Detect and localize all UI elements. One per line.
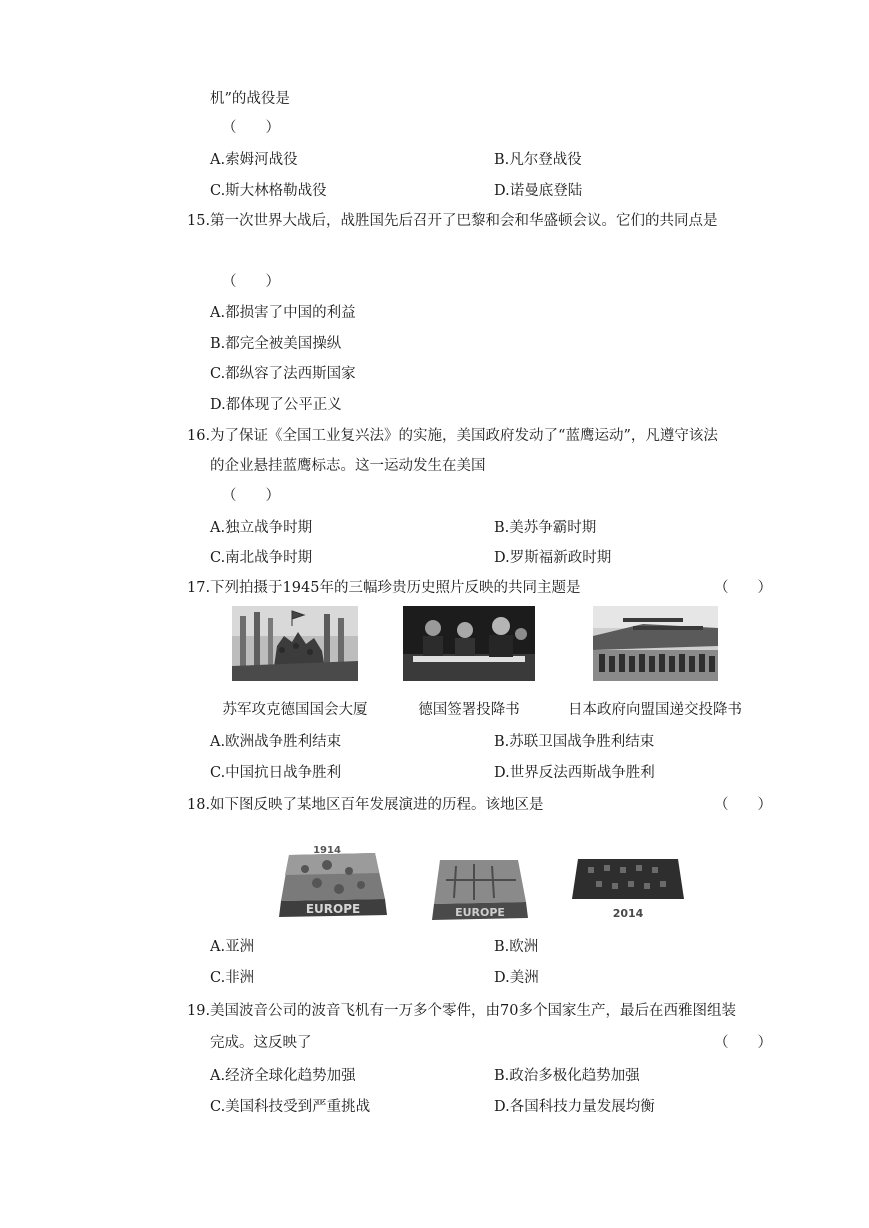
q19-answer-bracket: （ ） [714,1035,772,1051]
q18-option-a: A.亚洲 [210,939,255,955]
q17-stem: 17.下列拍摄于1945年的三幅珍贵历史照片反映的共同主题是 [187,580,581,596]
europe-middle-graphic [428,856,532,922]
photo-japan-surrender [593,606,718,681]
q15-option-b: B.都完全被美国操纵 [210,336,342,352]
q14-option-b: B.凡尔登战役 [494,152,582,168]
q17-option-c: C.中国抗日战争胜利 [210,765,342,781]
q14-stem-tail: 机”的战役是 [210,91,290,107]
q17-option-d: D.世界反法西斯战争胜利 [494,765,655,781]
caption-germany-surrender: 德国签署投降书 [418,702,520,718]
q14-answer-bracket: （ ） [222,120,280,136]
q19-stem-line2: 完成。这反映了 [210,1035,312,1051]
europe-word-2: EUROPE [455,906,505,919]
caption-reichstag: 苏军攻克德国国会大厦 [222,702,368,718]
reichstag-photo-graphic [232,606,358,681]
q18-option-b: B.欧洲 [494,939,539,955]
q19-stem-line1: 19.美国波音公司的波音飞机有一万多个零件，由70多个国家生产，最后在西雅图组装 [187,1003,737,1019]
europe-2014-graphic [568,855,688,921]
q16-option-a: A.独立战争时期 [210,520,313,536]
q17-option-a: A.欧洲战争胜利结束 [210,734,342,750]
q15-option-c: C.都纵容了法西斯国家 [210,366,356,382]
photo-germany-surrender [403,606,535,681]
europe-1914-graphic [275,843,393,921]
year-2014-label: 2014 [612,907,644,920]
europe-map-2014 [568,855,688,921]
surrender-signing-photo-graphic [403,606,535,681]
q15-answer-bracket: （ ） [222,274,280,290]
q17-answer-bracket: （ ） [714,580,772,596]
q14-option-c: C.斯大林格勒战役 [210,183,327,199]
q15-option-a: A.都损害了中国的利益 [210,305,356,321]
caption-japan-surrender: 日本政府向盟国递交投降书 [568,702,742,718]
q19-option-d: D.各国科技力量发展均衡 [494,1099,655,1115]
europe-map-1914 [275,843,393,921]
photo-reichstag [232,606,358,681]
q16-stem-line1: 16.为了保证《全国工业复兴法》的实施，美国政府发动了“蓝鹰运动”，凡遵守该法 [187,428,718,444]
q14-option-a: A.索姆河战役 [210,152,298,168]
q18-option-c: C.非洲 [210,970,255,986]
q19-option-a: A.经济全球化趋势加强 [210,1068,356,1084]
q16-answer-bracket: （ ） [222,488,280,504]
q18-answer-bracket: （ ） [714,797,772,813]
q16-stem-line2: 的企业悬挂蓝鹰标志。这一运动发生在美国 [210,458,486,474]
q15-stem: 15.第一次世界大战后，战胜国先后召开了巴黎和会和华盛顿会议。它们的共同点是 [187,213,718,229]
q16-option-b: B.美苏争霸时期 [494,520,597,536]
q16-option-d: D.罗斯福新政时期 [494,550,612,566]
battleship-ceremony-photo-graphic [593,606,718,681]
q18-option-d: D.美洲 [494,970,539,986]
q19-option-c: C.美国科技受到严重挑战 [210,1099,371,1115]
europe-map-middle [428,856,532,922]
q16-option-c: C.南北战争时期 [210,550,313,566]
q18-stem: 18.如下图反映了某地区百年发展演进的历程。该地区是 [187,797,544,813]
q17-option-b: B.苏联卫国战争胜利结束 [494,734,655,750]
europe-word-1: EUROPE [305,902,361,916]
q15-option-d: D.都体现了公平正义 [210,397,342,413]
q19-option-b: B.政治多极化趋势加强 [494,1068,640,1084]
year-1914-label: 1914 [313,845,341,856]
q14-option-d: D.诺曼底登陆 [494,183,583,199]
